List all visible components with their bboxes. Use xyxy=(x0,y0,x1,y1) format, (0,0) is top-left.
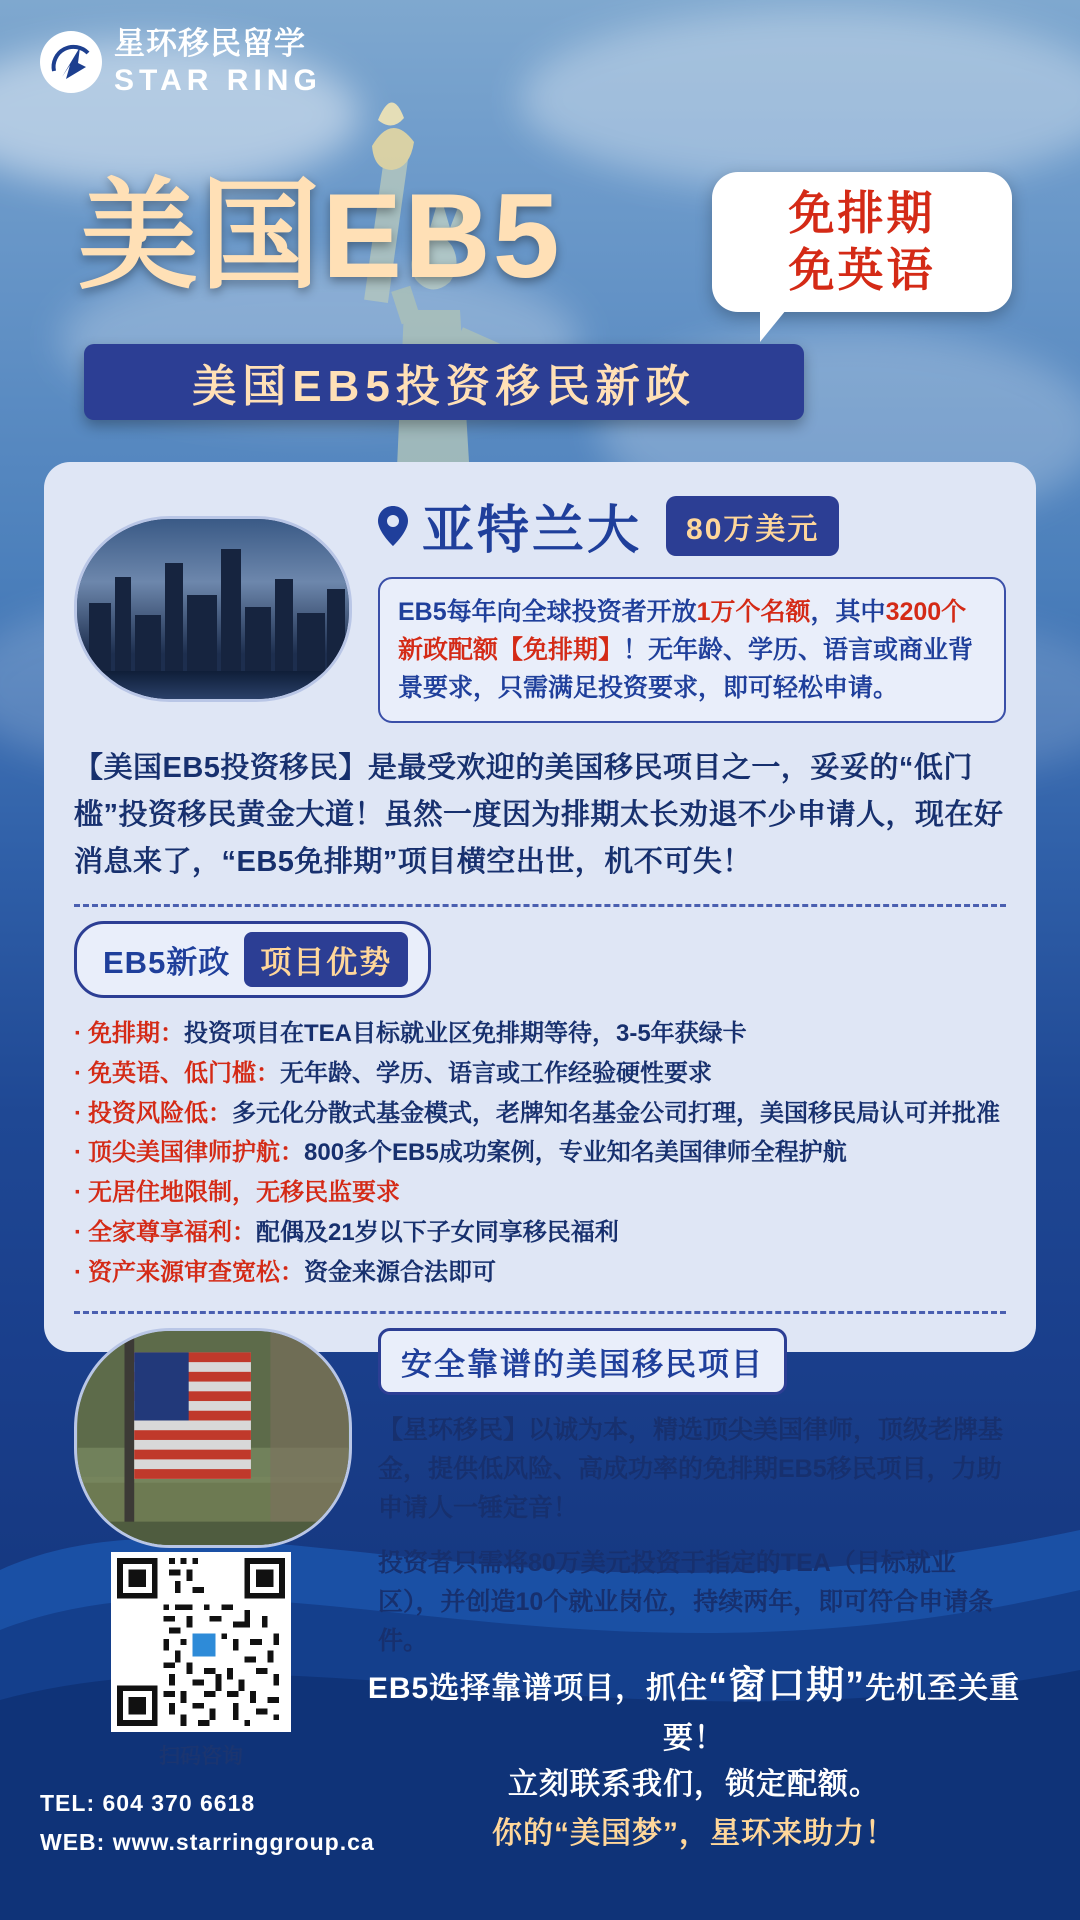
advantage-text: 无年龄、学历、语言或工作经验硬性要求 xyxy=(280,1059,712,1087)
contact-web[interactable]: WEB: www.starringgroup.ca xyxy=(40,1828,375,1855)
call-to-action xyxy=(344,1657,1044,1858)
cloud-decoration xyxy=(520,10,1080,190)
project-section-header: 安全靠谱的美国移民项目 xyxy=(378,1328,787,1395)
price-badge: 80万美元 xyxy=(666,496,839,556)
list-item: · 投资风险低：多元化分散式基金模式，老牌知名基金公司打理，美国移民局认可并批准 xyxy=(74,1099,1000,1127)
advantages-header xyxy=(74,921,431,998)
american-flag-photo xyxy=(74,1328,352,1548)
location-section xyxy=(74,488,1006,723)
project-paragraph-1: 【星环移民】以诚为本，精选顶尖美国律师，顶级老牌基金，提供低风险、高成功率的免排期EB5移民项目，力助申请人一锤定音！ xyxy=(378,1415,1004,1522)
main-content-card xyxy=(44,462,1036,1655)
hero-badge xyxy=(712,172,1012,312)
map-pin-icon xyxy=(378,506,408,546)
cta-line2: 立刻联系我们，锁定配额。 xyxy=(508,1768,880,1801)
list-item: · 顶尖美国律师护航：800多个EB5成功案例，专业知名美国律师全程护航 xyxy=(74,1139,847,1167)
list-item: · 免英语、低门槛：无年龄、学历、语言或工作经验硬性要求 xyxy=(74,1059,712,1087)
page-title: 美国EB5 xyxy=(78,169,562,303)
advantage-label: 资产来源审查宽松： xyxy=(88,1258,304,1286)
advantage-label: 免英语、低门槛： xyxy=(88,1059,280,1087)
qr-code-image[interactable] xyxy=(111,1552,291,1732)
hero-subtitle: 美国EB5投资移民新政 xyxy=(192,362,696,411)
hero-subtitle-bar xyxy=(84,344,804,420)
note-seg-3: ，其中 xyxy=(810,598,886,626)
advantage-text: 配偶及21岁以下子女同享移民福利 xyxy=(256,1219,619,1247)
hero-badge-line-2: 免英语 xyxy=(788,244,936,296)
advantage-text: 资金来源合法即可 xyxy=(304,1258,496,1286)
brand-name-cn: 星环移民留学 xyxy=(114,26,306,61)
qr-code-block[interactable] xyxy=(86,1552,316,1770)
list-item: · 全家尊享福利：配偶及21岁以下子女同享移民福利 xyxy=(74,1219,619,1247)
hero-badge-line-1: 免排期 xyxy=(788,186,936,239)
cta-line1-a: EB5选择靠谱项目，抓住 xyxy=(367,1671,709,1705)
brand-name-en: STAR RING xyxy=(114,64,322,97)
divider xyxy=(74,1311,1006,1314)
list-item: · 资产来源审查宽松：资金来源合法即可 xyxy=(74,1258,496,1286)
quota-note-box xyxy=(378,577,1006,723)
cta-line3: 你的“美国梦”，星环来助力！ xyxy=(492,1816,896,1850)
advantage-text: 多元化分散式基金模式，老牌知名基金公司打理，美国移民局认可并批准 xyxy=(232,1099,1000,1127)
advantages-list xyxy=(74,1014,1006,1293)
note-seg-2: 1万个名额 xyxy=(696,598,811,626)
cta-line1-c: 先机至关重要！ xyxy=(663,1671,1021,1755)
advantage-label: 无居住地限制，无移民监要求 xyxy=(88,1179,400,1207)
brand-logo xyxy=(40,28,322,96)
advantage-label: 全家尊享福利： xyxy=(88,1219,256,1247)
divider xyxy=(74,904,1006,907)
note-seg-1: EB5每年向全球投资者开放 xyxy=(398,598,697,626)
advantage-label: 顶尖美国律师护航： xyxy=(88,1139,304,1167)
note-seg-5: ！无年龄、学历、语言或商业背景要求，只需满足投资要求，即可轻松申请。 xyxy=(398,636,974,702)
advantages-header-left: EB5新政 xyxy=(103,944,231,980)
note-seg-4: 3200个新政配额【免排期】 xyxy=(398,598,967,664)
intro-paragraph: 【美国EB5投资移民】是最受欢迎的美国移民项目之一，妥妥的“低门槛”投资移民黄金大道！虽然一度因为排期太长劝退不少申请人，现在好消息来了，“EB5免排期”项目横空出世，机不可失！ xyxy=(74,752,1004,878)
contact-info xyxy=(40,1784,375,1862)
star-ring-logo-icon xyxy=(40,31,102,93)
city-skyline-photo xyxy=(74,516,352,702)
qr-caption: 扫码咨询 xyxy=(159,1745,243,1768)
contact-tel[interactable]: TEL: 604 370 6618 xyxy=(40,1789,256,1816)
cta-line1-b: “窗口期” xyxy=(708,1664,866,1707)
location-name: 亚特兰大 xyxy=(422,502,643,560)
list-item: · 免排期：投资项目在TEA目标就业区免排期等待，3-5年获绿卡 xyxy=(74,1019,747,1047)
advantage-text: 800多个EB5成功案例，专业知名美国律师全程护航 xyxy=(304,1139,847,1167)
advantage-label: 免排期： xyxy=(88,1019,184,1047)
advantages-header-right: 项目优势 xyxy=(244,932,408,987)
advantage-label: 投资风险低： xyxy=(88,1099,232,1127)
project-paragraph-2: 投资者只需将80万美元投资于指定的TEA（目标就业区），并创造10个就业岗位，持续两年，即可符合申请条件。 xyxy=(378,1548,994,1655)
list-item: · 无居住地限制，无移民监要求 xyxy=(74,1179,400,1207)
advantage-text: 投资项目在TEA目标就业区免排期等待，3-5年获绿卡 xyxy=(184,1019,747,1047)
